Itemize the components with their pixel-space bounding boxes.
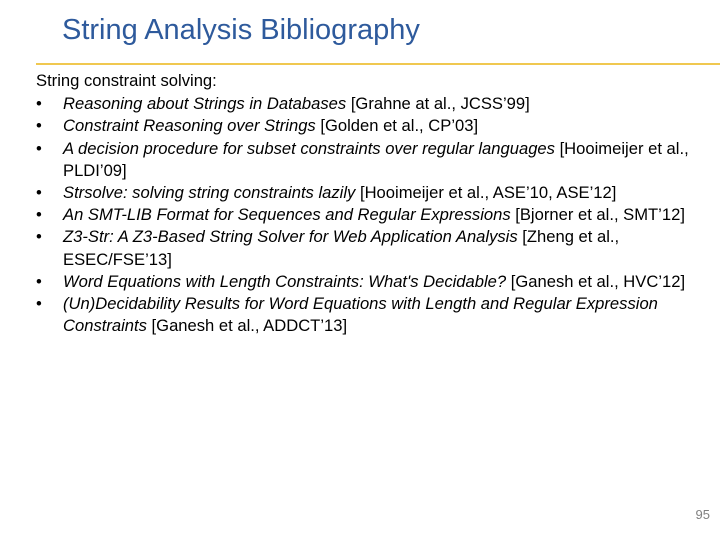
- reference-citation: [Ganesh et al., HVC’12]: [506, 271, 686, 291]
- reference-item: [36, 271, 706, 293]
- reference-citation: [Zheng et al., ESEC/FSE’13]: [63, 227, 620, 269]
- reference-item: [36, 204, 706, 226]
- reference-title: An SMT-LIB Format for Sequences and Regular Expressions: [63, 205, 511, 225]
- bullet-icon: •: [36, 271, 42, 291]
- reference-item: [36, 115, 706, 137]
- reference-item: [36, 226, 706, 270]
- reference-citation: [Hooimeijer et al., PLDI’09]: [63, 138, 689, 180]
- bullet-icon: •: [36, 138, 42, 158]
- reference-title: Z3-Str: A Z3-Based String Solver for Web Application Analysis: [63, 227, 518, 247]
- reference-title: (Un)Decidability Results for Word Equations with Length and Regular Expression Constraints: [63, 294, 658, 336]
- reference-title: Strsolve: solving string constraints lazily: [63, 183, 356, 203]
- bullet-icon: •: [36, 116, 42, 136]
- reference-item: [36, 182, 706, 204]
- reference-title: Reasoning about Strings in Databases: [63, 94, 347, 114]
- slide-content: [36, 70, 706, 337]
- reference-citation: [Ganesh et al., ADDCT’13]: [146, 316, 348, 336]
- reference-citation: [Bjorner et al., SMT’12]: [510, 205, 685, 225]
- reference-list: [36, 93, 706, 337]
- bullet-icon: •: [36, 205, 42, 225]
- bullet-icon: •: [36, 94, 42, 114]
- bullet-icon: •: [36, 294, 42, 314]
- reference-citation: [Hooimeijer et al., ASE’10, ASE’12]: [355, 183, 617, 203]
- reference-title: Constraint Reasoning over Strings: [63, 116, 316, 136]
- reference-citation: [Golden et al., CP’03]: [315, 116, 479, 136]
- reference-title: Word Equations with Length Constraints: What's Decidable?: [63, 271, 507, 291]
- section-heading: String constraint solving:: [36, 71, 217, 90]
- reference-title: A decision procedure for subset constraints over regular languages: [63, 138, 555, 158]
- page-number: 95: [695, 507, 710, 522]
- reference-item: [36, 293, 706, 337]
- slide-title: String Analysis Bibliography: [62, 14, 420, 46]
- reference-citation: [Grahne at al., JCSS’99]: [346, 94, 530, 114]
- reference-item: [36, 138, 706, 182]
- reference-item: [36, 93, 706, 115]
- title-divider: [36, 63, 720, 65]
- bullet-icon: •: [36, 227, 42, 247]
- bullet-icon: •: [36, 183, 42, 203]
